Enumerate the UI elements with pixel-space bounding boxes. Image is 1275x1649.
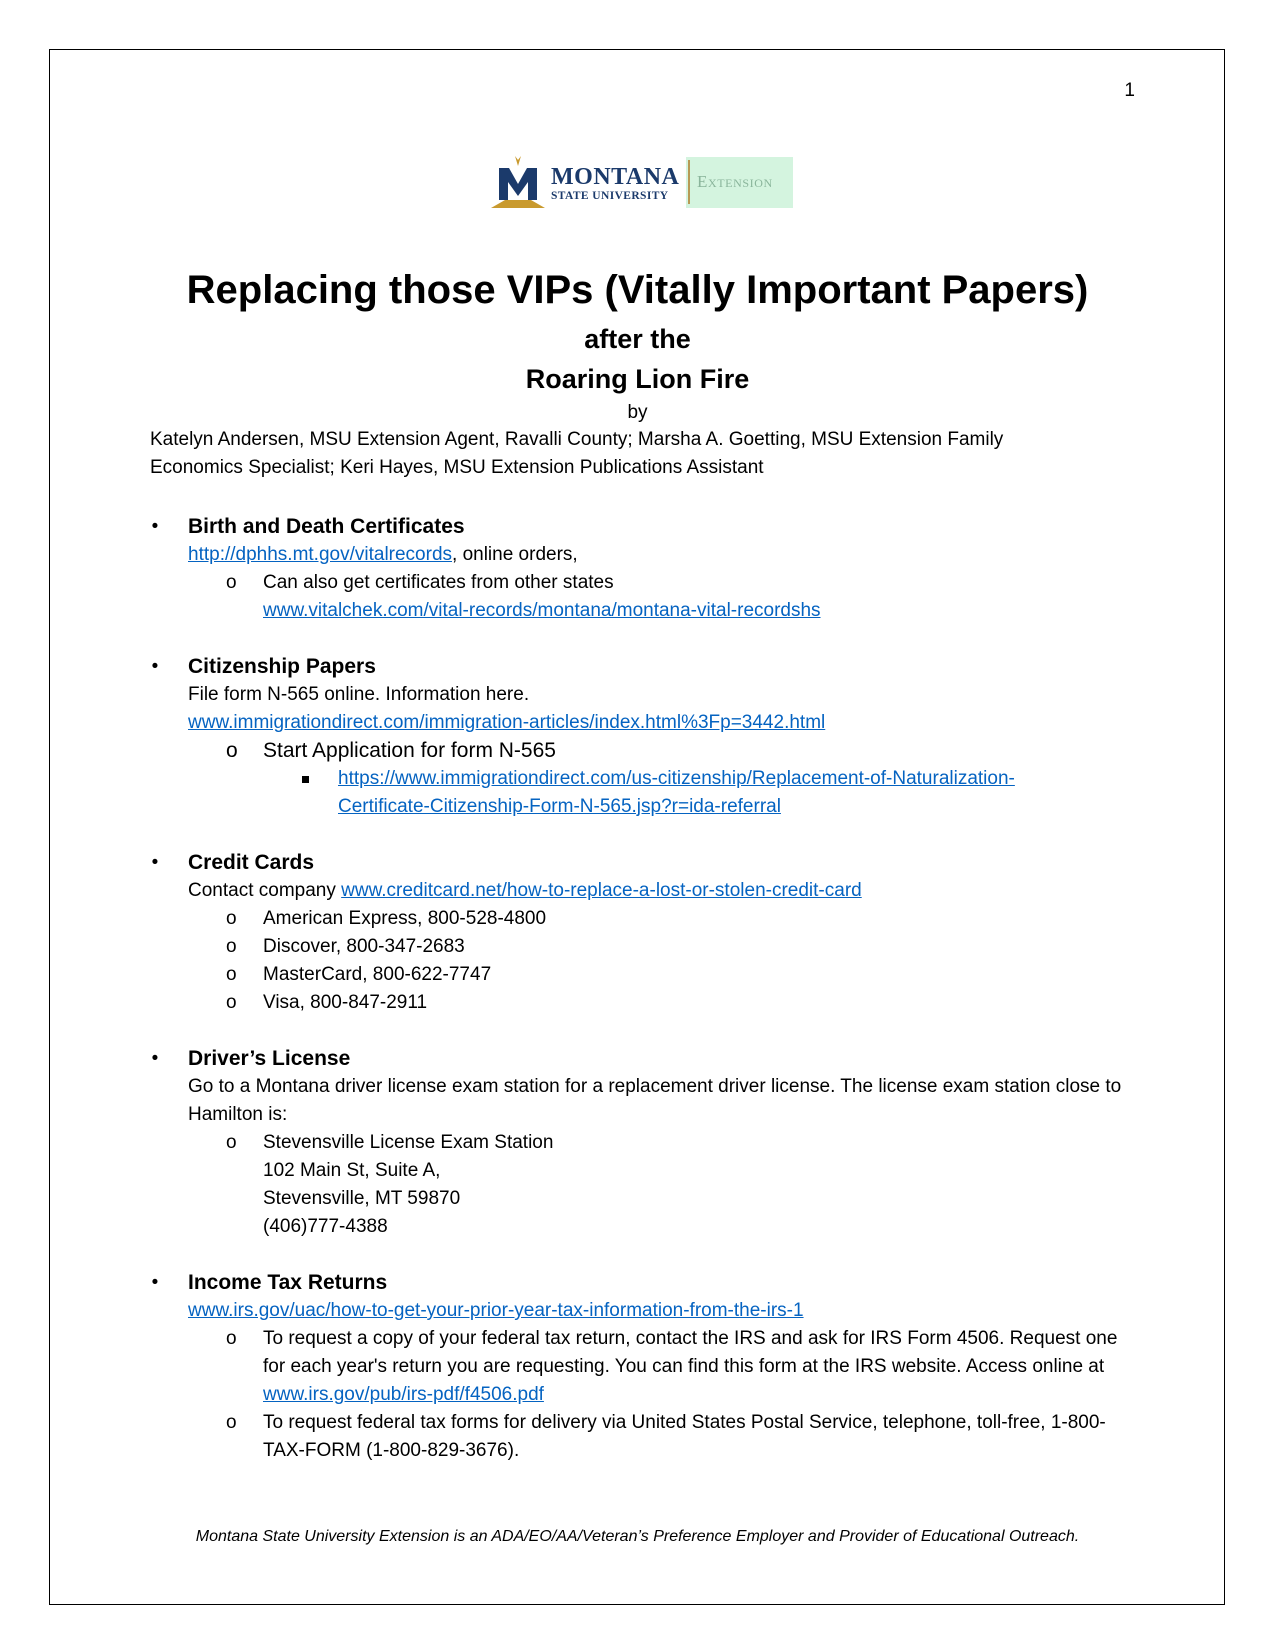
sub-bullet: o [226,964,237,985]
document-title: Replacing those VIPs (Vitally Important Papers) [186,268,1089,312]
sub-item [188,905,1130,933]
section-line [188,877,1130,905]
sub-item [188,961,1130,989]
logo-extension-block [686,157,793,208]
immigration-articles-link[interactable]: www.immigrationdirect.com/immigration-articles/index.html%3Fp=3442.html [188,712,826,733]
credit-item: American Express, 800-528-4800 [263,908,547,929]
sub-item [188,933,1130,961]
bullet: • [151,516,159,537]
sub-item [188,1409,1130,1465]
link-suffix: , online orders, [452,544,578,565]
section-title: Birth and Death Certificates [188,515,465,538]
section-title: Credit Cards [188,851,315,874]
sub-item [188,989,1130,1017]
sub-bullet: o [226,739,238,762]
section-citizenship [150,653,1130,821]
sub-item-text: Can also get certificates from other states [263,572,614,593]
section-title: Citizenship Papers [188,655,376,678]
sub-item [188,569,1130,625]
msu-m-logo-icon [487,156,549,210]
sub-bullet: o [226,572,237,593]
by-line: by [627,402,648,423]
bullet: • [151,656,159,677]
vital-records-link[interactable]: http://dphhs.mt.gov/vitalrecords [188,544,453,565]
sub-bullet: o [226,1132,237,1153]
logo-divider [688,160,690,204]
section-title: Income Tax Returns [188,1271,388,1294]
bullet: • [151,1048,159,1069]
square-bullet [302,776,309,783]
bullet: • [151,852,159,873]
vitalchek-link[interactable]: www.vitalchek.com/vital-records/montana/montana-vital-recordshs [263,600,821,621]
address-line: 102 Main St, Suite A, [263,1160,441,1181]
section-title: Driver’s License [188,1047,351,1070]
irs-prior-year-link[interactable]: www.irs.gov/uac/how-to-get-your-prior-year-tax-information-from-the-irs-1 [188,1300,804,1321]
msu-extension-logo [487,156,793,210]
footer-disclaimer: Montana State University Extension is an ADA/EO/AA/Veteran’s Preference Employer and Provider of Educational Outreach. [195,1528,1080,1545]
bullet: • [151,1272,159,1293]
title-line-2: after the [584,324,691,354]
title-line-3: Roaring Lion Fire [525,364,750,394]
sub-item [188,1325,1130,1409]
n565-application-link[interactable]: https://www.immigrationdirect.com/us-citizenship/Replacement-of-Naturalization- [338,768,1015,789]
section-text: File form N-565 online. Information here. [188,684,530,705]
sub-bullet: o [226,908,237,929]
n565-application-link-cont[interactable]: Certificate-Citizenship-Form-N-565.jsp?r=ida-referral [338,796,781,817]
sub-sub-item [188,765,1130,821]
authors: Katelyn Andersen, MSU Extension Agent, Ravalli County; Marsha A. Goetting, MSU Extension Family Economics Specialist; Keri Hayes, MSU Extension Publications Assistant [150,429,1004,478]
sub-bullet: o [226,936,237,957]
logo-wordmark-montana: MONTANA [551,164,680,190]
creditcard-link[interactable]: www.creditcard.net/how-to-replace-a-lost-or-stolen-credit-card [341,880,862,901]
sub-item [188,737,1130,765]
sub-item [188,1129,1130,1241]
sub-bullet: o [226,1412,237,1433]
section-text: Contact company [188,880,342,901]
credit-item: Discover, 800-347-2683 [263,936,465,957]
logo-wordmark-state-university: STATE UNIVERSITY [551,190,669,202]
sub-bullet: o [226,1328,237,1349]
section-text: Go to a Montana driver license exam station for a replacement driver license. The license exam station close to Hamilton is: [188,1076,1122,1125]
credit-item: Visa, 800-847-2911 [263,992,428,1013]
sub-item-text: To request a copy of your federal tax return, contact the IRS and ask for IRS Form 4506. Request one for each year's return you are requesting. You can find this form at the IRS website. Access online at [263,1328,1118,1377]
sub-item-text: To request federal tax forms for delivery via United States Postal Service, telephone, toll-free, 1-800-TAX-FORM (1-800-829-3676). [263,1412,1106,1461]
sub-bullet: o [226,992,237,1013]
logo-extension-text: Extension [697,172,773,191]
document-body [150,513,1130,1493]
address-line: (406)777-4388 [263,1216,388,1237]
section-birth-death [150,513,1130,625]
address-line: Stevensville License Exam Station [263,1132,554,1153]
irs-form-4506-link[interactable]: www.irs.gov/pub/irs-pdf/f4506.pdf [263,1384,544,1405]
section-line [188,541,1130,569]
section-income-tax [150,1269,1130,1465]
credit-item: MasterCard, 800-622-7747 [263,964,492,985]
page-number: 1 [1124,80,1135,101]
address-line: Stevensville, MT 59870 [263,1188,461,1209]
section-credit-cards [150,849,1130,1017]
sub-item-text: Start Application for form N-565 [263,739,556,762]
section-drivers-license [150,1045,1130,1241]
